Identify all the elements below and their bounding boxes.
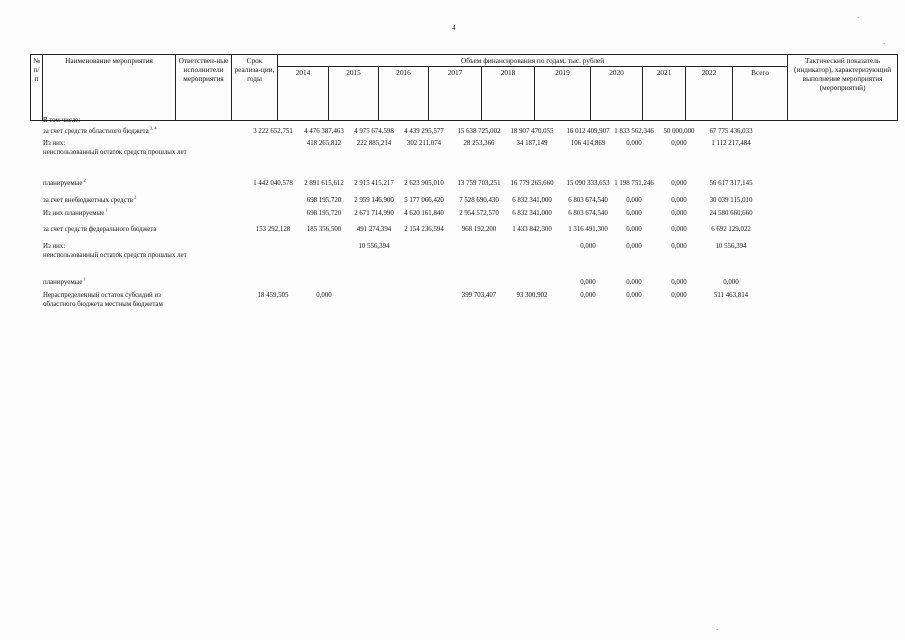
row-label: Из них: неиспользованный остаток средств прошлых лет bbox=[43, 140, 187, 156]
row-label: планируемые $^2$ bbox=[43, 177, 86, 187]
cell-value: 18 907 470,055 bbox=[510, 128, 554, 135]
cell-value: 16 012 409,907 bbox=[566, 128, 610, 135]
cell-value: 698 195,720 bbox=[306, 197, 342, 204]
cell-value: 6 832 341,000 bbox=[512, 197, 552, 204]
row-label: Из них планируемые $^1$ bbox=[43, 207, 108, 217]
cell-value: 15 090 333,653 bbox=[566, 180, 610, 187]
header-year: 2015 bbox=[329, 67, 379, 121]
cell-value: 13 759 703,251 bbox=[457, 180, 501, 187]
cell-value: 0,000 bbox=[671, 180, 687, 187]
cell-value: 10 556,394 bbox=[715, 243, 747, 250]
cell-value: 106 414,869 bbox=[570, 140, 606, 147]
cell-value: 6 803 674,540 bbox=[568, 210, 608, 217]
cell-value: 67 775 436,033 bbox=[709, 128, 753, 135]
cell-value: 0,000 bbox=[671, 210, 687, 217]
page-number: 4 bbox=[452, 24, 456, 32]
cell-value: 6 803 674,540 bbox=[568, 197, 608, 204]
row-label: за счет внебюджетных средств $^2$ bbox=[43, 194, 137, 204]
cell-value: 6 832 341,000 bbox=[512, 210, 552, 217]
cell-value: 10 556,394 bbox=[358, 243, 390, 250]
cell-value: 34 187,149 bbox=[516, 140, 548, 147]
header-name: Наименование мероприятия bbox=[43, 55, 176, 121]
cell-value: 5 177 066,420 bbox=[404, 197, 444, 204]
cell-value: 0,000 bbox=[671, 140, 687, 147]
row-label: Из них: неиспользованный остаток средств прошлых лет bbox=[43, 243, 187, 259]
cell-value: 93 300,902 bbox=[516, 292, 548, 299]
cell-value: 2 154 236,594 bbox=[404, 226, 444, 233]
row-label: Нераспределенный остаток субсидий из областного бюджета местным бюджетам bbox=[43, 292, 163, 308]
cell-value: 50 000,000 bbox=[663, 128, 695, 135]
header-year: 2018 bbox=[482, 67, 535, 121]
cell-value: 418 265,812 bbox=[306, 140, 342, 147]
cell-value: 0,000 bbox=[580, 292, 596, 299]
header-year: 2021 bbox=[643, 67, 686, 121]
financing-table-header bbox=[30, 54, 898, 121]
cell-value: 302 211,074 bbox=[406, 140, 442, 147]
cell-value: 3 222 652,751 bbox=[253, 128, 293, 135]
footnote-marker: 3, 4 bbox=[148, 125, 157, 131]
header-financing: Объем финансирования по годам, тыс. рублей bbox=[278, 55, 788, 67]
header-year: 2020 bbox=[591, 67, 643, 121]
header-period: Срок реализа-ции, годы bbox=[232, 55, 278, 121]
header-year: 2017 bbox=[429, 67, 482, 121]
cell-value: 1 316 491,300 bbox=[568, 226, 608, 233]
header-responsible: Ответствен-ные исполнители мероприятия bbox=[176, 55, 232, 121]
cell-value: 1 442 040,578 bbox=[253, 180, 293, 187]
cell-value: 4 620 161,840 bbox=[404, 210, 444, 217]
cell-value: 399 703,407 bbox=[461, 292, 497, 299]
cell-value: 0,000 bbox=[626, 243, 642, 250]
cell-value: 0,000 bbox=[723, 279, 739, 286]
cell-value: 511 463,814 bbox=[713, 292, 749, 299]
cell-value: 2 915 415,217 bbox=[354, 180, 394, 187]
cell-value: 0,000 bbox=[626, 279, 642, 286]
footnote-marker: 2 bbox=[133, 194, 137, 200]
cell-value: 153 292,128 bbox=[255, 226, 291, 233]
cell-value: 0,000 bbox=[580, 279, 596, 286]
cell-value: 0,000 bbox=[316, 292, 332, 299]
cell-value: 0,000 bbox=[580, 243, 596, 250]
cell-value: 0,000 bbox=[671, 292, 687, 299]
cell-value: 2 959 146,900 bbox=[354, 197, 394, 204]
cell-value: 0,000 bbox=[626, 140, 642, 147]
cell-value: 0,000 bbox=[671, 197, 687, 204]
footnote-marker: 1 bbox=[104, 207, 108, 213]
footnote-marker: 1 bbox=[82, 276, 86, 282]
cell-value: 2 891 615,612 bbox=[304, 180, 344, 187]
cell-value: 2 623 905,010 bbox=[404, 180, 444, 187]
header-year: 2019 bbox=[535, 67, 591, 121]
header-year: 2022 bbox=[686, 67, 733, 121]
cell-value: 56 617 317,145 bbox=[709, 180, 753, 187]
cell-value: 18 459,505 bbox=[257, 292, 289, 299]
cell-value: 4 476 387,463 bbox=[304, 128, 344, 135]
row-label: за счет средств областного бюджета $^{3, 4}$ bbox=[43, 125, 157, 135]
footnote-marker: 2 bbox=[82, 177, 86, 183]
header-year-total: Всего bbox=[733, 67, 788, 121]
cell-value: 222 885,214 bbox=[356, 140, 392, 147]
cell-value: 15 638 725,002 bbox=[457, 128, 501, 135]
scan-artifact-dot: · bbox=[883, 40, 886, 48]
row-label: В том числе: bbox=[43, 117, 81, 124]
header-num: № п/п bbox=[31, 55, 43, 121]
row-label: за счет средств федерального бюджета bbox=[43, 226, 157, 233]
cell-value: 0,000 bbox=[626, 210, 642, 217]
cell-value: 491 274,394 bbox=[356, 226, 392, 233]
cell-value: 968 192,200 bbox=[461, 226, 497, 233]
cell-value: 0,000 bbox=[626, 197, 642, 204]
cell-value: 2 954 572,570 bbox=[459, 210, 499, 217]
cell-value: 0,000 bbox=[626, 292, 642, 299]
header-year: 2016 bbox=[379, 67, 429, 121]
cell-value: 2 671 714,990 bbox=[354, 210, 394, 217]
scan-artifact-dot: · bbox=[857, 14, 860, 22]
cell-value: 698 195,720 bbox=[306, 210, 342, 217]
cell-value: 1 198 751,246 bbox=[614, 180, 654, 187]
cell-value: 28 253,366 bbox=[463, 140, 495, 147]
cell-value: 16 779 265,660 bbox=[510, 180, 554, 187]
cell-value: 0,000 bbox=[671, 226, 687, 233]
header-indicator: Тактический показатель (индикатор), характеризующий выполнение мероприятия (мероприятий) bbox=[788, 55, 898, 121]
cell-value: 0,000 bbox=[626, 226, 642, 233]
cell-value: 30 039 115,010 bbox=[709, 197, 753, 204]
cell-value: 24 580 660,660 bbox=[709, 210, 753, 217]
cell-value: 4 975 674,598 bbox=[354, 128, 394, 135]
cell-value: 0,000 bbox=[671, 279, 687, 286]
cell-value: 6 692 129,022 bbox=[711, 226, 751, 233]
cell-value: 1 112 217,484 bbox=[711, 140, 751, 147]
row-label: планируемые $^1$ bbox=[43, 276, 86, 286]
header-year: 2014 bbox=[278, 67, 329, 121]
scan-artifact-dot: · bbox=[716, 626, 719, 634]
cell-value: 1 433 842,300 bbox=[512, 226, 552, 233]
cell-value: 1 833 562,346 bbox=[614, 128, 654, 135]
cell-value: 0,000 bbox=[671, 243, 687, 250]
cell-value: 4 439 295,577 bbox=[404, 128, 444, 135]
cell-value: 185 356,500 bbox=[306, 226, 342, 233]
cell-value: 7 528 690,430 bbox=[459, 197, 499, 204]
